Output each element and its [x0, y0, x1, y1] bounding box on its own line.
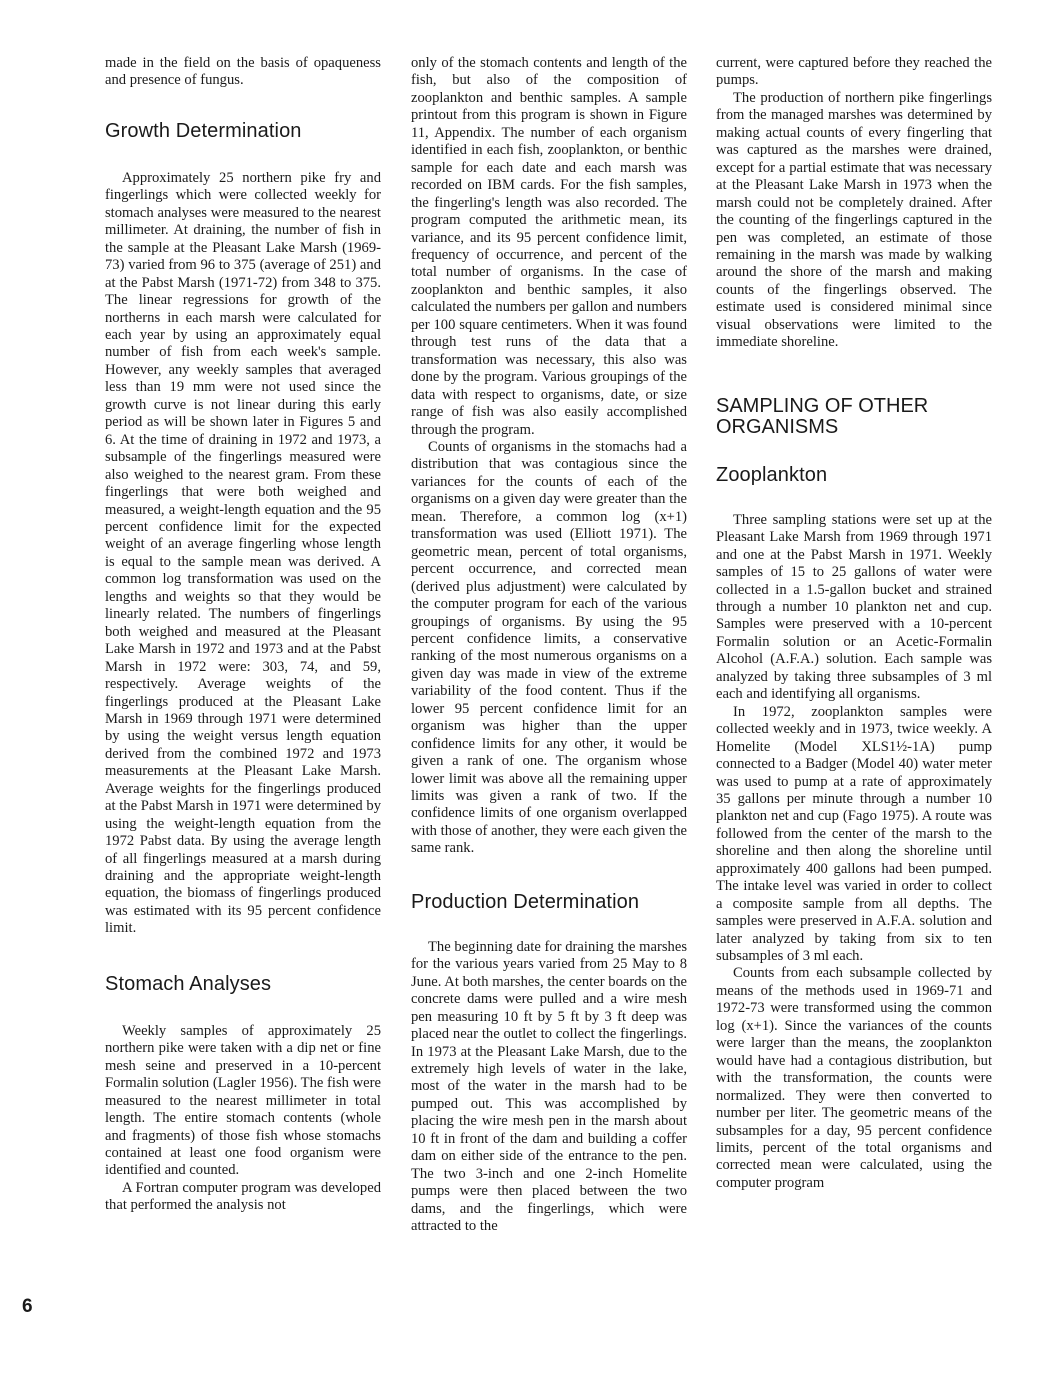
paragraph-growth: Approximately 25 northern pike fry and fingerlings which were collected weekly for stomach analyses were measured to the nearest millimeter. At draining, the number of fish in the sample at the Pleasant Lake Marsh (1969-73) varied from 96 to 375 (average of 251) and at the Pabst Marsh (1971-72) from 348 to 375. The linear regressions for growth of the northerns in each marsh were calculated for each year by using an approximately equal number of fish from each week's sample. However, any weekly samples that averaged less than 19 mm were not used since the growth curve is not linear during this early period as will be shown later in Figures 5 and 6. At the time of draining in 1972 and 1973, a subsample of the fingerlings measured were also weighed to the nearest gram. From these fingerlings that were both weighed and measured, a weight-length equation and the 95 percent confidence limit for the expected weight of an average fingerling whose length is equal to the sample mean was derived. A common log transformation was used on the lengths and weights so that they would be linearly related. The numbers of fingerlings both weighed and measured at the Pleasant Lake Marsh in 1972 and 1973 and at the Pabst Marsh in 1972 were: 303, 74, and 59, respectively. Average weights of the fingerlings produced at the Pleasant Lake Marsh in 1969 through 1971 were determined by using the weight versus length equation derived from the combined 1972 and 1973 measurements at the Pleasant Lake Marsh. Average weights for the fingerlings produced at the Pabst Marsh in 1971 were determined by using the weight-length equation from the 1972 Pabst data. By using the average length of all fingerlings measured at a marsh during draining and the appropriate weight-length equation, the biomass of fingerlings produced was estimated with its 95 percent confidence limit. — [105, 169, 381, 937]
paragraph-zooplankton-1972: In 1972, zooplankton samples were collected weekly and in 1973, twice weekly. A Homelite (Model XLS1½-1A) pump connected to a Badger (Model 40) water meter was used to pump at a rate of approximately 35 gallons per minute through a number 10 plankton net and cup (Fago 1975). A route was followed from the center of the marsh to the shoreline and then along the shoreline until approximately 400 gallons had been pumped. The intake level was varied in order to collect a composite sample from all depths. The samples were preserved in A.F.A. solution and later analyzed by taking from six to ten subsamples of 3 ml each. — [716, 703, 992, 965]
column-3 — [716, 55, 992, 1192]
page-number: 6 — [22, 1296, 33, 1317]
heading-production-determination: Production Determination — [411, 890, 640, 913]
heading-zooplankton: Zooplankton — [716, 463, 828, 486]
paragraph-fortran: A Fortran computer program was developed that performed the analysis not — [105, 1179, 381, 1214]
heading-stomach-analyses: Stomach Analyses — [105, 972, 272, 995]
paragraph-program-continued: only of the stomach contents and length of the fish, but also of the composition of zooplankton and benthic samples. A sample printout from this program is shown in Figure 11, Appendix. The number of each organism identified in each fish, zooplankton, or benthic sample for each date and each marsh was recorded on IBM cards. For the fish samples, the fingerling's length was also recorded. The program computed the arithmetic mean, its variance, and its 95 percent confidence limit, frequency of occurrence, and percent of the total number of organisms. In the case of zooplankton and benthic samples, it also calculated the numbers per gallon and numbers per 100 square centimeters. When it was found through test runs of the data that a transformation was necessary, this also was done by the program. Various groupings of the data with respect to organisms, date, or size range of fish was also easily accomplished through the program. — [411, 55, 687, 438]
paragraph-stomach-counts: Counts of organisms in the stomachs had a distribution that was contagious since the variances for the counts of each of the organisms on a given day were greater than the mean. Therefore, a common log (x+1) transformation was used (Elliott 1971). The geometric mean, percent of total organisms, percent occurrence, and corrected mean (derived plus adjustment) were calculated by the computer program for each of the various groupings of organisms. By using the 95 percent confidence limits, a conservative ranking of the most numerous organisms on a given day was made in view of the extreme variability of the food content. Thus if the lower 95 percent confidence limit for an organism was higher than the upper confidence limits for any other, it would be given a rank of one. The organism whose lower limit was above all the remaining upper limits was given a rank of two. If the confidence limits of one organism overlapped with those of another, they were each given the same rank. — [411, 438, 687, 857]
paragraph-zooplankton-counts: Counts from each subsample collected by means of the methods used in 1969-71 and 1972-73 were transformed using the common log (x+1). Since the variances of the counts were larger than the means, the zooplankton would have had a contagious distribution, but with the transformation, the counts were normalized. They were then converted to number per liter. The geometric means of the subsamples for a day, 95 percent confidence limits, percent of the total organisms and corrected mean were calculated, using the computer program — [716, 965, 992, 1191]
heading-sampling-other-organisms: SAMPLING OF OTHER ORGANISMS — [716, 394, 929, 438]
column-1 — [105, 55, 381, 1215]
paragraph-pumps-continued: current, were captured before they reached the pumps. — [716, 55, 992, 89]
paragraph-production-counts: The production of northern pike fingerlings from the managed marshes was determined by making actual counts of every fingerling that was captured as the marshes were drained, except for a partial estimate that was necessary at the Pleasant Lake Marsh in 1973 when the marsh could not be completely drained. After the counting of the fingerlings captured in the pen was completed, an estimate of those remaining in the marsh was made by walking around the shore of the marsh and making counts of the fingerlings observed. The estimate used is considered minimal since visual observations were limited to the immediate shoreline. — [716, 89, 992, 351]
paragraph-production: The beginning date for draining the marshes for the various years varied from 25 May to 8 June. At both marshes, the center boards on the concrete dams were pulled and a wire mesh pen measuring 10 ft by 5 ft by 3 ft deep was placed near the outlet to collect the fingerlings. In 1973 at the Pleasant Lake Marsh, due to the extremely high levels of water in the lake, most of the water in the marsh had to be pumped out. This was accomplished by placing the wire mesh pen in the marsh about 10 ft in front of the dam and building a coffer dam on either side of the entrance to the pen. The two 3-inch and one 2-inch Homelite pumps were then placed between the two dams, and the fingerlings, which were attracted to the — [411, 938, 687, 1235]
paragraph-stomach: Weekly samples of approximately 25 northern pike were taken with a dip net or fine mesh seine and preserved in a 10-percent Formalin solution (Lagler 1956). The fish were measured to the nearest millimeter in total length. The entire stomach contents (whole and fragments) of those fish whose stomachs contained at least one food organism were identified and counted. — [105, 1022, 381, 1179]
paragraph-zooplankton-stations: Three sampling stations were set up at the Pleasant Lake Marsh from 1969 through 1971 and one at the Pabst Marsh in 1971. Weekly samples of 15 to 25 gallons of water were collected in a 1.5-gallon bucket and strained through a number 10 plankton net and cup. Samples were preserved with a 10-percent Formalin solution or an Acetic-Formalin Alcohol (A.F.A.) solution. Each sample was analyzed by taking three subsamples of 3 ml each and identifying all organisms. — [716, 511, 992, 703]
column-2 — [411, 55, 687, 1236]
paragraph-intro: made in the field on the basis of opaqueness and presence of fungus. — [105, 55, 381, 89]
heading-growth-determination: Growth Determination — [105, 119, 302, 142]
